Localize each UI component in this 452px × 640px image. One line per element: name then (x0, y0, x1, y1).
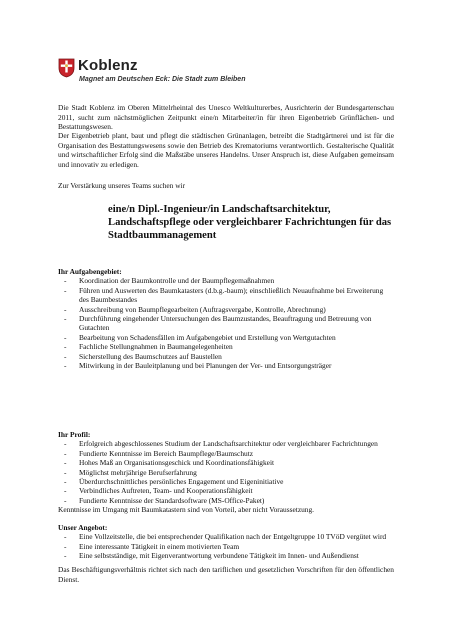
knowledge-note: Kenntnisse im Umgang mit Baumkatastern sind von Vorteil, aber nicht Voraussetzung. (58, 505, 315, 514)
list-item: - Hohes Maß an Organisationsgeschick und Koordinationsfähigkeit (58, 458, 394, 467)
offer-title: Unser Angebot: (58, 523, 108, 532)
profile-section (58, 430, 394, 505)
list-item: - Erfolgreich abgeschlossenes Studium der Landschaftsarchitektur oder vergleichbarer Fachrichtungen (58, 439, 394, 448)
offer-list (58, 532, 394, 560)
intro-paragraph: Die Stadt Koblenz im Oberen Mittelrheintal des Unesco Weltkulturerbes, Ausrichterin der Bundesgartenschau 2011, sucht zum nächstmöglichen Zeitpunkt eine/n Mitarbeiter/in für ihren Eigenbetrieb Grünflächen- und Bestattungswesen. (58, 103, 394, 132)
list-item: - Ausschreibung von Baumpflegearbeiten (Auftragsvergabe, Kontrolle, Abrechnung) (58, 305, 394, 314)
logo-tagline: Magnet am Deutschen Eck: Die Stadt zum Bleiben (79, 76, 246, 83)
team-paragraph: Zur Verstärkung unseres Teams suchen wir (58, 181, 186, 190)
koblenz-logo (58, 58, 388, 88)
list-item: - Führen und Auswerten des Baumkatasters (d.b.g.-baum); einschließlich Neuaufnahme bei Erweiterung des Baumbestandes (58, 286, 394, 305)
list-item: - Mitwirkung in der Bauleitplanung und bei Planungen der Ver- und Entsorgungsträger (58, 361, 394, 370)
tasks-title: Ihr Aufgabengebiet: (58, 267, 122, 276)
coat-of-arms-icon (58, 58, 75, 78)
list-item: - Fundierte Kenntnisse der Standardsoftware (MS-Office-Paket) (58, 496, 394, 505)
list-item: - Möglichst mehrjährige Berufserfahrung (58, 468, 394, 477)
list-item: - Durchführung eingehender Untersuchungen des Baumzustandes, Beauftragung und Betreuung von Gutachten (58, 314, 394, 333)
offer-section (58, 523, 394, 561)
list-item: - Fachliche Stellungnahmen in Baumangelegenheiten (58, 342, 394, 351)
tasks-section (58, 267, 394, 370)
list-item: - Eine selbstständige, mit Eigenverantwortung verbundene Tätigkeit im Innen- und Außendienst (58, 551, 394, 560)
closing-paragraph: Das Beschäftigungsverhältnis richtet sich nach den tariflichen und gesetzlichen Vorschriften für den öffentlichen Dienst. (58, 565, 394, 584)
list-item: - Bearbeitung von Schadensfällen im Aufgabengebiet und Erstellung von Wertgutachten (58, 333, 394, 342)
list-item: - Fundierte Kenntnisse im Bereich Baumpflege/Baumschutz (58, 449, 394, 458)
profile-list (58, 439, 394, 505)
list-item: - Überdurchschnittliches persönliches Engagement und Eigeninitiative (58, 477, 394, 486)
company-paragraph: Der Eigenbetrieb plant, baut und pflegt die städtischen Grünanlagen, betreibt die Stadtgärtnerei und ist für die Organisation des Bestattungswesens sowie den Betrieb des Krematoriums verantwortlich. Gestalterische Qualität und wirtschaftlicher Erfolg sind die Maßstäbe unseres Handelns. Unser Anspruch ist, diese Aufgaben gemeinsam und innovativ zu erledigen. (58, 131, 394, 169)
profile-title: Ihr Profil: (58, 430, 91, 439)
tasks-list (58, 276, 394, 370)
list-item: - Koordination der Baumkontrolle und der Baumpflegemaßnahmen (58, 276, 394, 285)
list-item: - Eine interessante Tätigkeit in einem motivierten Team (58, 542, 394, 551)
logo-city-name: Koblenz (78, 57, 138, 74)
list-item: - Verbindliches Auftreten, Team- und Kooperationsfähigkeit (58, 486, 394, 495)
job-title-headline: eine/n Dipl.-Ingenieur/in Landschaftsarchitektur, Landschaftspflege oder vergleichbarer Fachrichtungen für das Stadtbaummanagement (108, 204, 392, 241)
list-item: - Sicherstellung des Baumschutzes auf Baustellen (58, 352, 394, 361)
list-item: - Eine Vollzeitstelle, die bei entsprechender Qualifikation nach der Entgeltgruppe 10 TVöD vergütet wird (58, 532, 394, 541)
